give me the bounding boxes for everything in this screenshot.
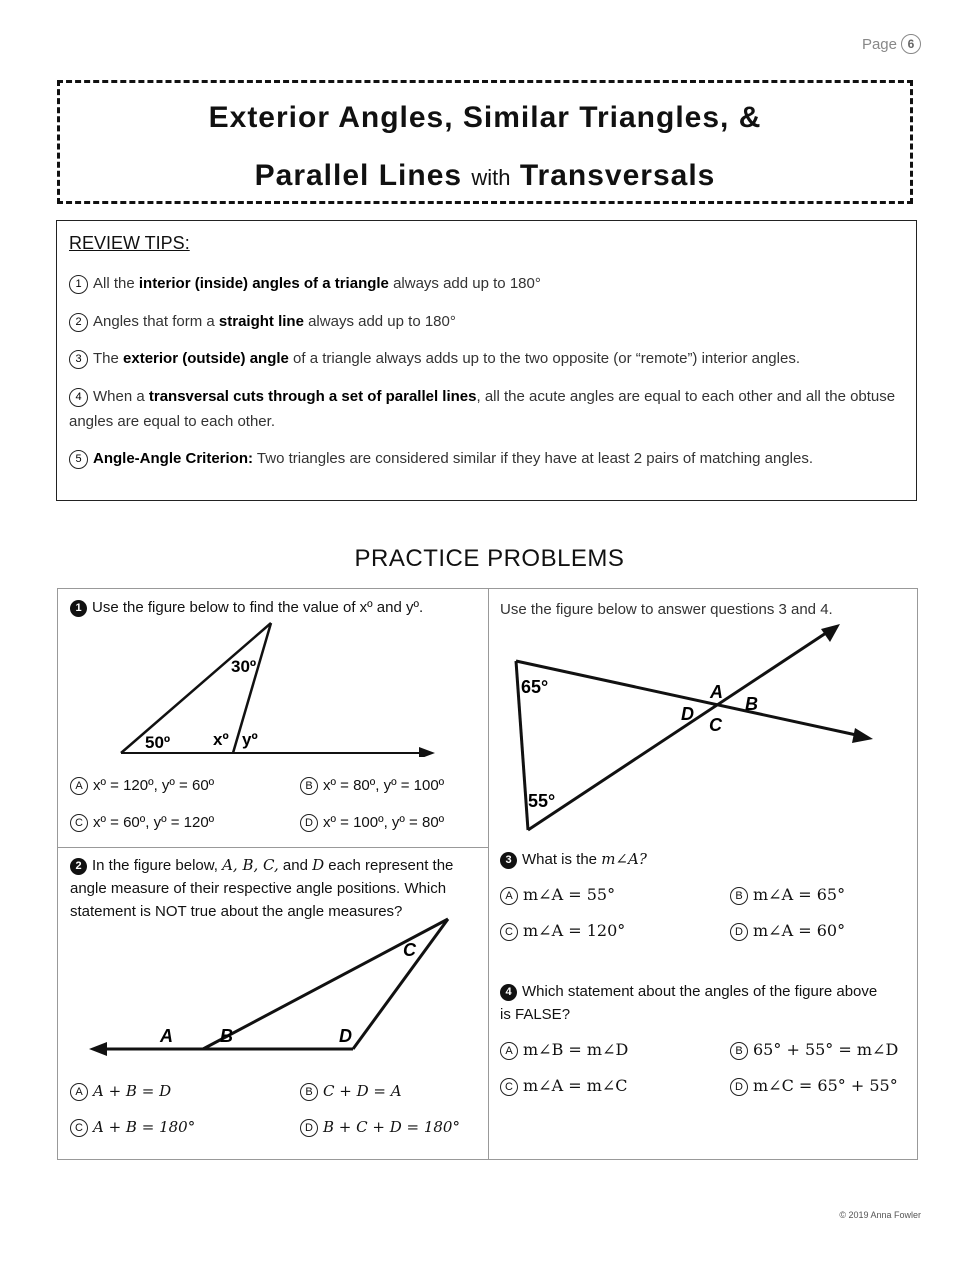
- tip-number: 2: [69, 313, 88, 332]
- shared-label-b: B: [745, 694, 758, 714]
- page-number: [862, 34, 921, 54]
- review-heading: REVIEW TIPS:: [69, 233, 190, 253]
- copyright: © 2019 Anna Fowler: [839, 1210, 921, 1220]
- q1-text: Use the figure below to find the value of xº and yº.: [92, 599, 424, 616]
- tip-text: Angles that form a: [93, 313, 219, 330]
- q2-label-b: B: [220, 1026, 233, 1046]
- title-with: with: [471, 165, 511, 190]
- option-text: xº = 80º, yº = 100º: [323, 777, 445, 794]
- review-tips-box: [56, 220, 917, 501]
- q2-var-d: D: [312, 856, 325, 874]
- q1-angle-x: xº: [213, 730, 229, 749]
- q4-option-b[interactable]: [730, 1040, 898, 1060]
- option-text: m∠A = m∠C: [523, 1076, 628, 1095]
- q2-label-a: A: [160, 1026, 173, 1046]
- q4-option-a[interactable]: [500, 1040, 628, 1060]
- option-letter: C: [70, 1119, 88, 1137]
- option-letter: B: [730, 887, 748, 905]
- tip-4: [69, 384, 899, 434]
- q1-prompt: [70, 596, 480, 619]
- option-letter: D: [730, 923, 748, 941]
- option-text: m∠A = 60°: [753, 921, 846, 940]
- title-transversals: Transversals: [519, 159, 716, 192]
- q1-option-c[interactable]: [70, 814, 214, 832]
- option-text: 65° + 55° = m∠D: [753, 1040, 899, 1059]
- option-text: xº = 120º, yº = 60º: [93, 777, 215, 794]
- tip-number: 5: [69, 450, 88, 469]
- tip-1: [69, 271, 899, 296]
- option-text: m∠A = 120°: [523, 921, 626, 940]
- option-text: xº = 100º, yº = 80º: [323, 814, 445, 831]
- q1-option-d[interactable]: [300, 814, 444, 832]
- tip-bold: exterior (outside) angle: [123, 350, 289, 367]
- shared-label-d: D: [681, 704, 694, 724]
- option-letter: D: [300, 1119, 318, 1137]
- option-text: B + C + D = 180°: [323, 1118, 460, 1136]
- option-letter: C: [500, 1078, 518, 1096]
- option-letter: A: [70, 1083, 88, 1101]
- q1-number: 1: [70, 600, 87, 617]
- q3-option-a[interactable]: [500, 885, 615, 905]
- title-parallel-lines: Parallel Lines: [254, 159, 463, 192]
- option-letter: C: [70, 814, 88, 832]
- q2-prompt: [70, 854, 482, 923]
- q2-option-a[interactable]: [70, 1082, 171, 1101]
- grid-divider-horizontal: [58, 847, 488, 848]
- shared-figure: [503, 619, 883, 839]
- q3-number: 3: [500, 852, 517, 869]
- tip-number: 4: [69, 388, 88, 407]
- tip-text: of a triangle always adds up to the two opposite (or “remote”) interior angles.: [288, 350, 800, 367]
- q4-option-c[interactable]: [500, 1076, 628, 1096]
- q1-option-b[interactable]: [300, 777, 444, 795]
- tip-3: [69, 346, 899, 371]
- q3-option-c[interactable]: [500, 921, 625, 941]
- shared-angle-55: 55°: [528, 791, 556, 811]
- q3-math: m∠A?: [601, 850, 647, 868]
- q3-prompt: [500, 848, 910, 871]
- option-letter: D: [300, 814, 318, 832]
- q2-number: 2: [70, 858, 87, 875]
- tip-text: , all the acute angles are equal to each other and all the obtuse angles are equal to each other.: [69, 388, 896, 430]
- q1-option-a[interactable]: [70, 777, 214, 795]
- option-text: A + B = 180°: [93, 1118, 196, 1136]
- q1-figure: [113, 617, 443, 757]
- q2-figure: [83, 914, 463, 1059]
- option-text: m∠C = 65° + 55°: [753, 1076, 898, 1095]
- shared-label-c: C: [709, 715, 722, 735]
- q1-angle-30: 30º: [231, 657, 257, 676]
- option-text: A + B = D: [93, 1082, 172, 1100]
- shared-label-a: A: [710, 682, 723, 702]
- tip-text: When a: [93, 388, 149, 405]
- q2-label-d: D: [339, 1026, 352, 1046]
- grid-divider-vertical: [488, 589, 489, 1159]
- q2-vars: A, B, C,: [222, 856, 279, 874]
- page-number-badge: 6: [901, 34, 921, 54]
- tip-text: Two triangles are considered similar if they have at least 2 pairs of matching angles.: [253, 450, 814, 467]
- title-line-2: [60, 159, 910, 193]
- q4-number: 4: [500, 984, 517, 1001]
- q4-option-d[interactable]: [730, 1076, 898, 1096]
- q1-angle-y: yº: [242, 730, 258, 749]
- option-text: C + D = A: [323, 1082, 402, 1100]
- title-box: [57, 80, 913, 204]
- q2-text: In the figure below,: [92, 857, 223, 874]
- title-line-1: Exterior Angles, Similar Triangles, &: [208, 101, 762, 134]
- option-letter: A: [70, 777, 88, 795]
- option-text: m∠A = 65°: [753, 885, 846, 904]
- tip-number: 3: [69, 350, 88, 369]
- q1-angle-50: 50º: [145, 733, 171, 752]
- page-label: Page: [861, 35, 897, 53]
- tip-text: All the: [93, 275, 139, 292]
- q2-option-b[interactable]: [300, 1082, 402, 1101]
- option-letter: A: [500, 887, 518, 905]
- option-text: xº = 60º, yº = 120º: [93, 814, 215, 831]
- option-text: m∠A = 55°: [523, 885, 616, 904]
- option-letter: A: [500, 1042, 518, 1060]
- option-letter: D: [730, 1078, 748, 1096]
- q3-option-b[interactable]: [730, 885, 845, 905]
- option-letter: B: [300, 1083, 318, 1101]
- q3-text: What is the: [522, 851, 602, 868]
- tip-bold: interior (inside) angles of a triangle: [138, 275, 389, 292]
- practice-heading: PRACTICE PROBLEMS: [354, 545, 625, 572]
- q3-option-d[interactable]: [730, 921, 845, 941]
- option-letter: B: [300, 777, 318, 795]
- option-letter: B: [730, 1042, 748, 1060]
- tip-text: always add up to 180°: [303, 313, 456, 330]
- practice-grid: [57, 588, 918, 1160]
- option-letter: C: [500, 923, 518, 941]
- tip-bold: straight line: [218, 313, 304, 330]
- option-text: m∠B = m∠D: [523, 1040, 629, 1059]
- q4-text: Which statement about the angles of the figure above is FALSE?: [500, 983, 878, 1023]
- tip-bold: transversal cuts through a set of parallel lines: [148, 388, 477, 405]
- q2-text: and: [278, 857, 313, 874]
- tip-text: The: [93, 350, 124, 367]
- shared-prompt: Use the figure below to answer questions 3 and 4.: [500, 601, 833, 618]
- tip-bold: Angle-Angle Criterion:: [93, 450, 253, 467]
- q2-option-c[interactable]: [70, 1118, 195, 1137]
- q4-prompt: [500, 980, 880, 1026]
- q2-label-c: C: [403, 940, 416, 960]
- tip-5: [69, 446, 899, 471]
- q2-text: each represent the angle measure of their respective angle positions. Which statement is NOT true about the angle measures?: [70, 857, 454, 920]
- tip-2: [69, 309, 899, 334]
- q2-option-d[interactable]: [300, 1118, 460, 1137]
- tip-text: always add up to 180°: [388, 275, 541, 292]
- tip-number: 1: [69, 275, 88, 294]
- shared-angle-65: 65°: [521, 677, 549, 697]
